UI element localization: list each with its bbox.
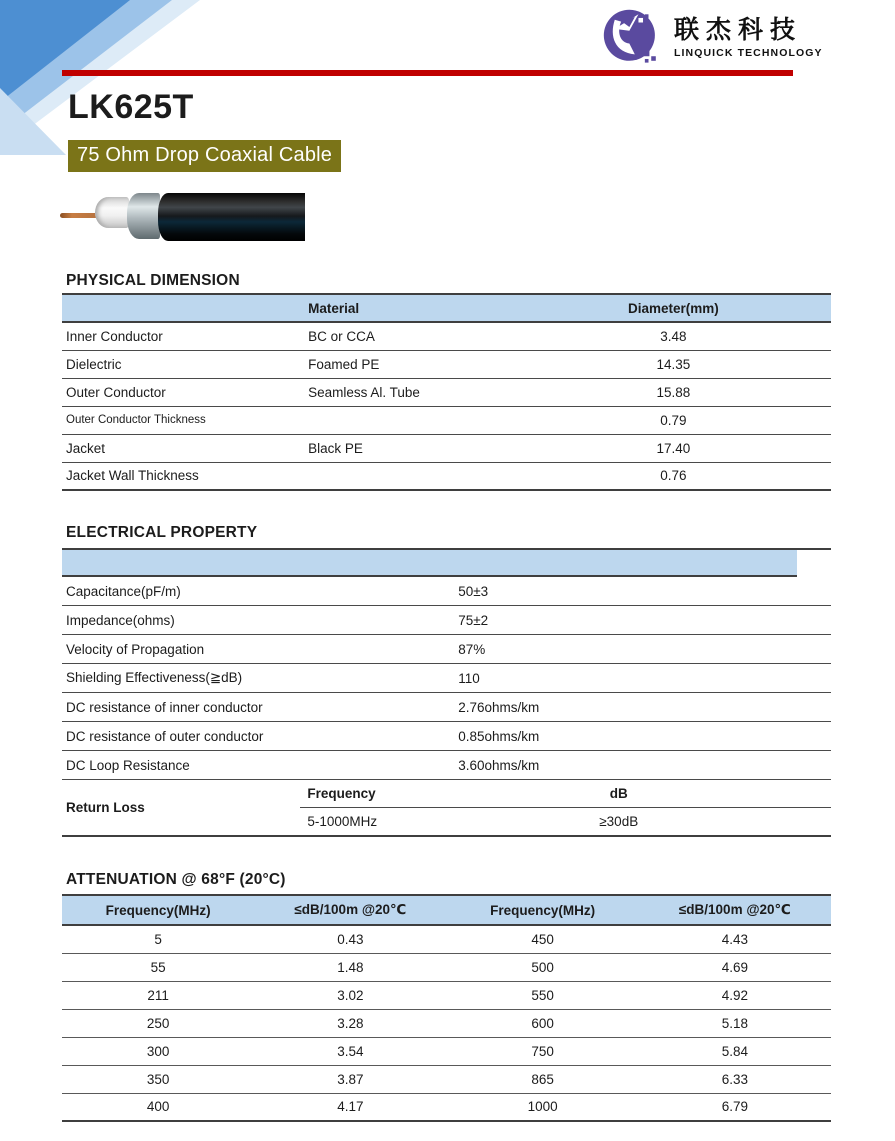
physical-cell-name: Outer Conductor [66, 384, 166, 400]
physical-header-blank [62, 294, 308, 322]
attenuation-row [62, 981, 831, 1009]
physical-row [62, 350, 831, 378]
electrical-cell-name: DC Loop Resistance [66, 757, 190, 773]
physical-cell-diameter: 17.40 [656, 440, 691, 456]
attenuation-cell-frequency: 550 [531, 987, 554, 1003]
electrical-row [62, 606, 831, 635]
physical-cell-material: Seamless Al. Tube [308, 384, 420, 400]
physical-cell-material: BC or CCA [308, 328, 375, 344]
attenuation-cell-frequency: 250 [146, 1015, 170, 1031]
electrical-row [62, 664, 831, 693]
physical-cell-material [308, 462, 516, 490]
physical-header-material: Material [308, 300, 360, 316]
physical-cell-name: Jacket Wall Thickness [66, 468, 199, 484]
company-name [674, 17, 823, 60]
product-subtitle: 75 Ohm Drop Coaxial Cable [68, 140, 341, 172]
cable-jacket [158, 193, 305, 241]
attenuation-header-db-1: ≤dB/100m @20℃ [294, 902, 407, 917]
attenuation-row [62, 953, 831, 981]
return-loss-frequency-value: 5-1000MHz [307, 814, 378, 829]
return-loss-header-row [300, 780, 831, 808]
attenuation-row [62, 1037, 831, 1065]
section-attenuation [62, 871, 831, 1122]
attenuation-cell-db: 5.18 [721, 1015, 749, 1031]
attenuation-cell-db: 3.28 [337, 1015, 364, 1031]
physical-cell-name: Inner Conductor [66, 328, 163, 344]
physical-cell-diameter: 0.79 [660, 412, 687, 428]
header-divider [62, 70, 793, 76]
attenuation-row [62, 1065, 831, 1093]
attenuation-cell-frequency: 750 [531, 1043, 554, 1059]
physical-dimension-table [62, 293, 831, 491]
physical-header-diameter: Diameter(mm) [627, 300, 719, 316]
section-electrical-property [62, 524, 831, 837]
physical-cell-name: Jacket [66, 440, 106, 456]
attenuation-row [62, 1093, 831, 1121]
physical-cell-diameter: 15.88 [656, 384, 691, 400]
electrical-cell-value: 75±2 [458, 612, 489, 628]
physical-row [62, 434, 831, 462]
electrical-cell-value: 87% [458, 641, 486, 657]
physical-cell-material: Black PE [308, 440, 363, 456]
attenuation-cell-frequency: 450 [531, 931, 554, 947]
attenuation-cell-db: 4.92 [721, 987, 749, 1003]
attenuation-cell-db: 6.79 [721, 1099, 749, 1115]
attenuation-cell-frequency: 211 [147, 987, 169, 1003]
attenuation-header-frequency-2: Frequency(MHz) [490, 902, 596, 918]
electrical-cell-value: 0.85ohms/km [458, 728, 540, 744]
return-loss-frequency-header: Frequency [307, 786, 376, 801]
electrical-cell-name: Shielding Effectiveness(≧dB) [66, 670, 243, 685]
attenuation-cell-frequency: 500 [531, 959, 554, 975]
physical-cell-name: Outer Conductor Thickness [66, 414, 206, 426]
section-title-electrical: ELECTRICAL PROPERTY [66, 524, 258, 541]
physical-cell-material: Foamed PE [308, 356, 380, 372]
electrical-cell-value: 50±3 [458, 583, 489, 599]
attenuation-cell-db: 3.02 [337, 987, 364, 1003]
electrical-row [62, 722, 831, 751]
physical-cell-diameter: 3.48 [660, 328, 687, 344]
electrical-cell-value: 2.76ohms/km [458, 699, 540, 715]
physical-cell-diameter: 0.76 [660, 468, 687, 484]
electrical-property-table [62, 548, 831, 837]
attenuation-cell-db: 4.43 [721, 931, 749, 947]
electrical-header-bar [62, 550, 797, 577]
product-model: LK625T [68, 88, 194, 126]
attenuation-cell-db: 6.33 [721, 1071, 749, 1087]
cable-inner-conductor [60, 213, 100, 218]
physical-header-row [62, 294, 831, 322]
attenuation-cell-db: 4.69 [721, 959, 749, 975]
attenuation-cell-frequency: 865 [531, 1071, 554, 1087]
return-loss-block [62, 780, 831, 837]
attenuation-cell-frequency: 600 [531, 1015, 554, 1031]
return-loss-value-row [300, 808, 831, 835]
attenuation-cell-frequency: 350 [146, 1071, 170, 1087]
attenuation-cell-db: 3.87 [337, 1071, 364, 1087]
electrical-row [62, 751, 831, 780]
electrical-row [62, 635, 831, 664]
attenuation-cell-frequency: 55 [150, 959, 166, 975]
cable-dielectric [95, 197, 129, 228]
physical-row [62, 378, 831, 406]
company-name-cn: 联杰科技 [674, 15, 803, 44]
attenuation-table [62, 894, 831, 1122]
physical-row [62, 322, 831, 350]
electrical-row [62, 577, 831, 606]
electrical-cell-name: Capacitance(pF/m) [66, 583, 181, 599]
attenuation-cell-frequency: 5 [154, 931, 162, 947]
attenuation-cell-frequency: 1000 [527, 1099, 558, 1115]
cable-image [60, 192, 305, 242]
section-title-attenuation: ATTENUATION @ 68°F (20°C) [66, 871, 286, 888]
electrical-cell-name: DC resistance of inner conductor [66, 699, 263, 715]
physical-row [62, 406, 831, 434]
company-logo [602, 8, 823, 68]
electrical-row [62, 693, 831, 722]
content [62, 84, 831, 1122]
electrical-cell-name: Impedance(ohms) [66, 612, 175, 628]
attenuation-cell-db: 5.84 [721, 1043, 749, 1059]
return-loss-db-header: dB [609, 786, 628, 801]
attenuation-header-row [62, 895, 831, 925]
return-loss-db-value: ≥30dB [599, 814, 639, 829]
attenuation-header-frequency-1: Frequency(MHz) [105, 902, 211, 918]
attenuation-row [62, 1009, 831, 1037]
attenuation-header-db-2: ≤dB/100m @20℃ [678, 902, 791, 917]
attenuation-cell-db: 4.17 [337, 1099, 364, 1115]
physical-cell-diameter: 14.35 [656, 356, 691, 372]
company-name-en: LINQUICK TECHNOLOGY [674, 47, 823, 60]
attenuation-cell-db: 1.48 [337, 959, 364, 975]
electrical-cell-name: DC resistance of outer conductor [66, 728, 264, 744]
section-physical-dimension [62, 272, 831, 491]
cable-outer-conductor [127, 193, 160, 239]
attenuation-cell-frequency: 300 [146, 1043, 170, 1059]
logo-mark-icon [602, 8, 664, 68]
attenuation-cell-frequency: 400 [146, 1099, 170, 1115]
electrical-cell-value: 110 [458, 670, 480, 686]
return-loss-subtable [300, 780, 831, 835]
attenuation-cell-db: 0.43 [337, 931, 364, 947]
physical-cell-material [308, 406, 516, 434]
return-loss-label: Return Loss [66, 800, 145, 815]
attenuation-row [62, 925, 831, 953]
section-title-physical: PHYSICAL DIMENSION [66, 272, 240, 289]
attenuation-cell-db: 3.54 [337, 1043, 364, 1059]
physical-row [62, 462, 831, 490]
physical-cell-name: Dielectric [66, 356, 122, 372]
electrical-cell-name: Velocity of Propagation [66, 641, 205, 657]
electrical-cell-value: 3.60ohms/km [458, 757, 540, 773]
